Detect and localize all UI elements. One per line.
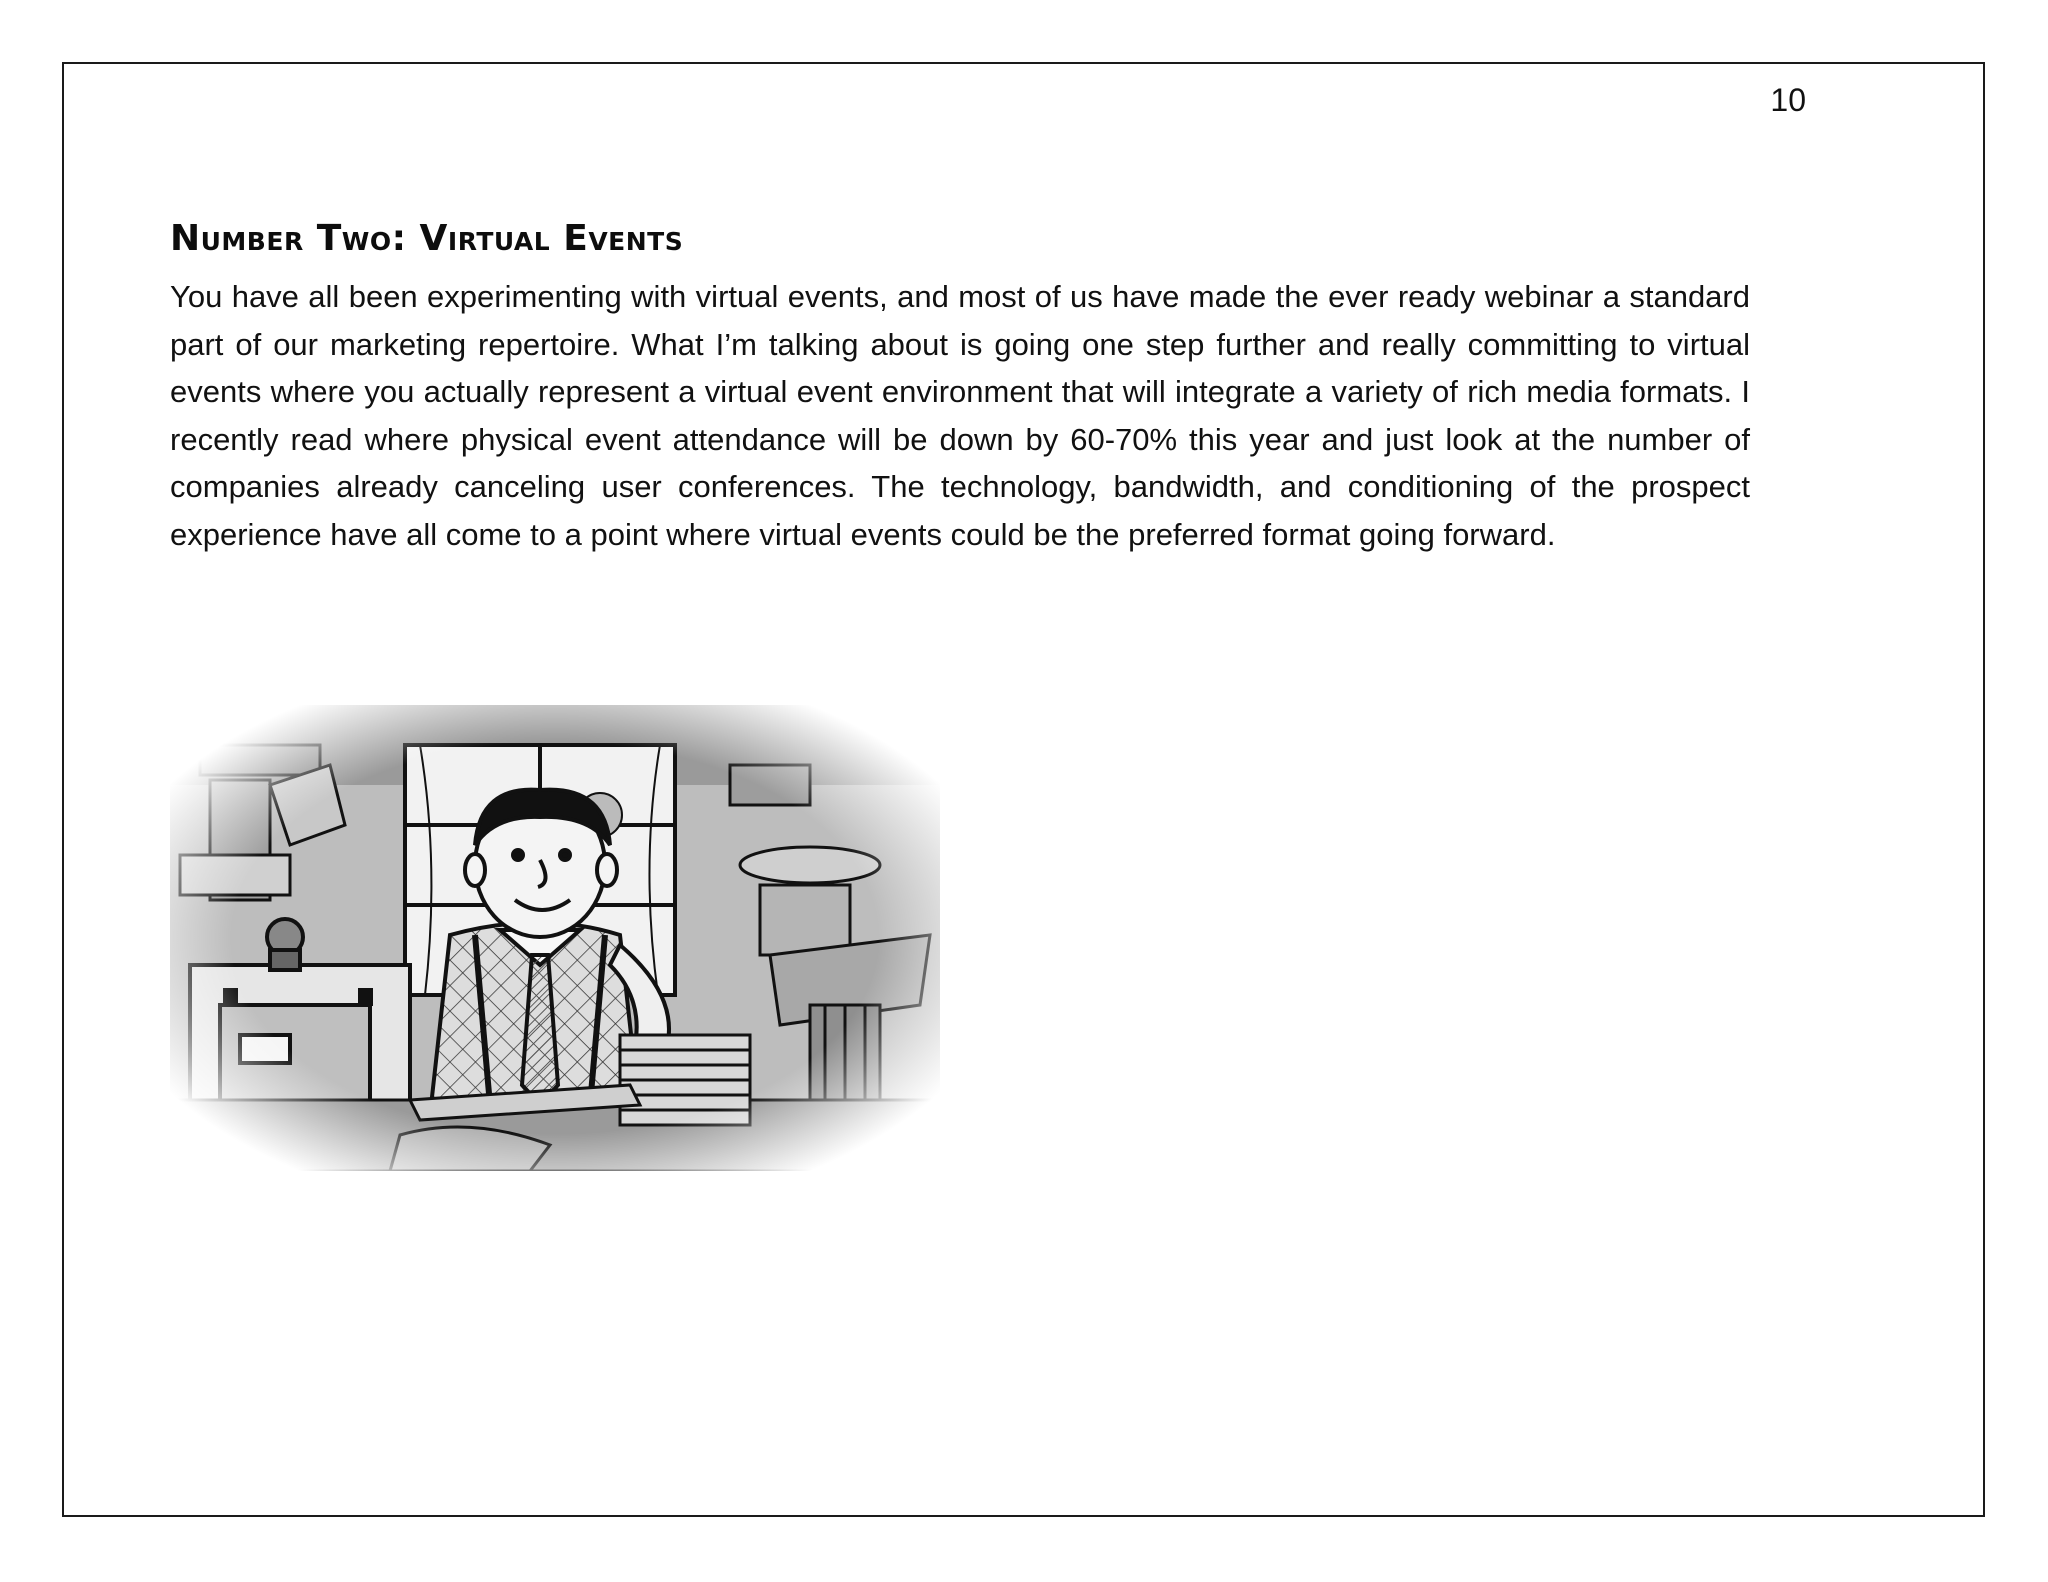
page-number: 10 bbox=[1770, 82, 1806, 118]
main-content bbox=[170, 217, 1750, 558]
body-paragraph: You have all been experimenting with virtual events, and most of us have made the ever ready webinar a standard part of our marketing repertoire. What I’m talking about is going one step further and really committing to virtual events where you actually represent a virtual event environment that will integrate a variety of rich media formats. I recently read where physical event attendance will be down by 60-70% this year and just look at the number of companies already canceling user conferences. The technology, bandwidth, and conditioning of the prospect experience have all come to a point where virtual events could be the preferred format going forward. bbox=[170, 279, 1750, 552]
section-heading: Number Two: Virtual Events bbox=[170, 218, 684, 259]
cartoon-illustration bbox=[170, 705, 940, 1171]
cartoon-man-at-computer-image bbox=[170, 705, 940, 1171]
